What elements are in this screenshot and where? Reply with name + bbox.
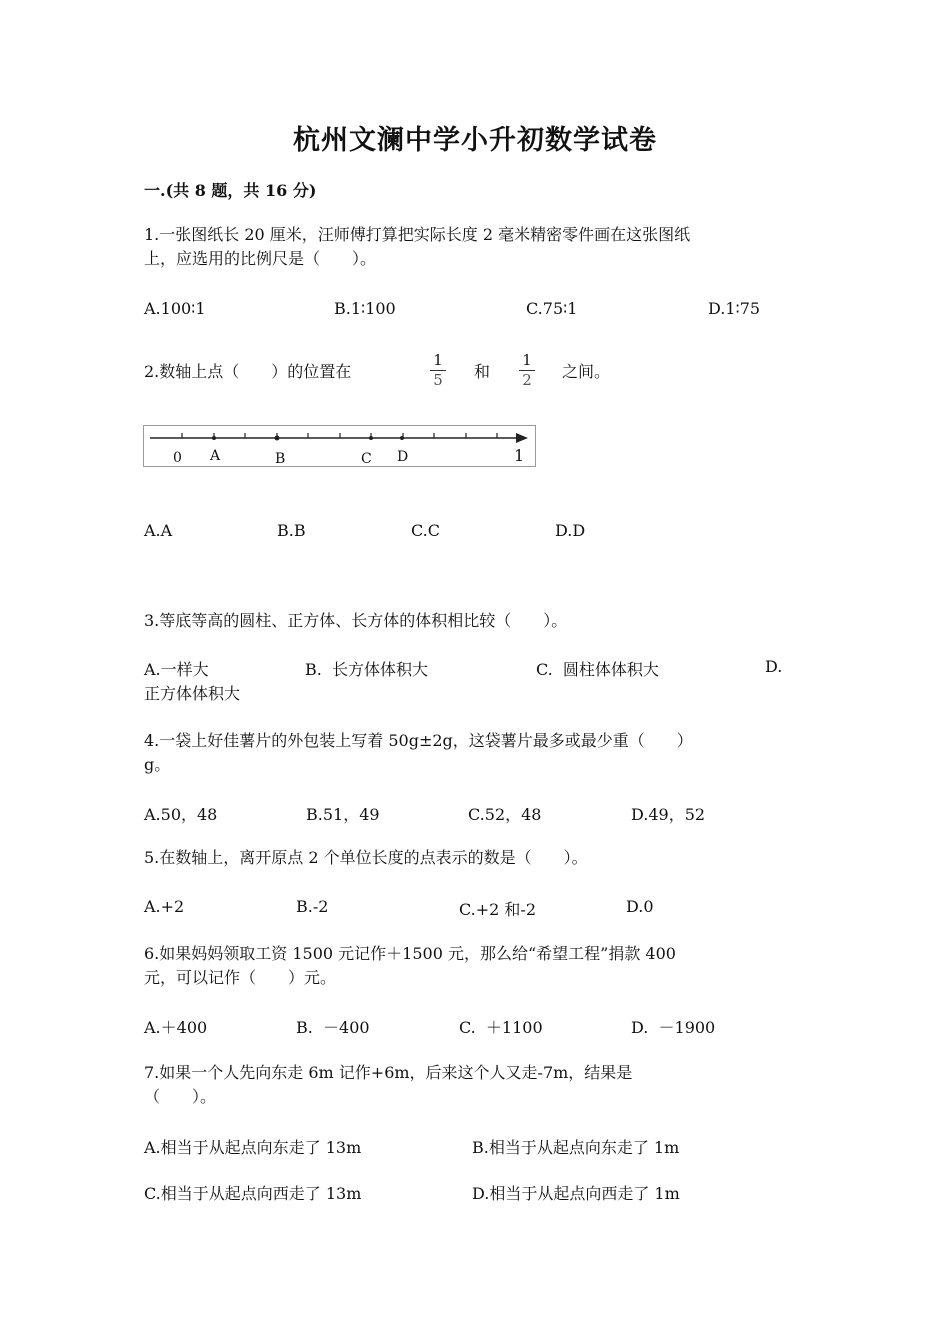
- question-1-line-1: 1.一张图纸长 20 厘米，汪师傅打算把实际长度 2 毫米精密零件画在这张图纸: [144, 225, 691, 244]
- question-6-option-c: C. ＋1100: [459, 1018, 543, 1037]
- question-7-option-d: D.相当于从起点向西走了 1m: [472, 1184, 680, 1203]
- question-2-option-b: B.B: [277, 521, 306, 540]
- question-2-option-a: A.A: [144, 521, 173, 540]
- question-5-option-c: C.+2 和-2: [459, 900, 537, 919]
- point-a-dot: [212, 436, 216, 440]
- question-3-option-c: C. 圆柱体体积大: [536, 660, 659, 679]
- question-4-line-1: 4.一袋上好佳薯片的外包装上写着 50g±2g，这袋薯片最多或最少重（ ）: [144, 731, 693, 750]
- question-2-middle: 和: [474, 362, 491, 381]
- question-1-option-b: B.1∶100: [334, 299, 396, 318]
- fraction-one-fifth: [428, 352, 448, 389]
- question-4-option-a: A.50，48: [144, 805, 218, 824]
- number-line-svg: [144, 426, 537, 468]
- question-2-suffix: 之间。: [562, 362, 611, 381]
- point-b-dot: [275, 436, 280, 441]
- question-5-line-1: 5.在数轴上，离开原点 2 个单位长度的点表示的数是（ ）。: [144, 848, 588, 867]
- question-6-option-d: D. －1900: [631, 1018, 716, 1037]
- section-header: 一.(共 8 题，共 16 分): [144, 181, 317, 200]
- fraction-one-half-numerator: 1: [522, 351, 532, 369]
- question-2-prefix: 2.数轴上点（ ）的位置在: [144, 362, 352, 381]
- question-7-line-1: 7.如果一个人先向东走 6m 记作+6m，后来这个人又走-7m，结果是: [144, 1063, 633, 1082]
- number-line-figure: [143, 425, 536, 467]
- label-d: D: [397, 449, 409, 465]
- number-line-arrow: [516, 433, 528, 443]
- question-1-option-a: A.100∶1: [144, 299, 206, 318]
- label-zero: 0: [173, 450, 182, 466]
- fraction-one-half-denominator: 2: [522, 371, 532, 389]
- question-1-option-d: D.1∶75: [708, 299, 761, 318]
- page-title: 杭州文澜中学小升初数学试卷: [293, 125, 657, 156]
- question-3-line-1: 3.等底等高的圆柱、正方体、长方体的体积相比较（ ）。: [144, 611, 568, 630]
- fraction-one-fifth-numerator: 1: [433, 351, 443, 369]
- question-7-option-a: A.相当于从起点向东走了 13m: [144, 1138, 362, 1157]
- question-6-option-b: B. －400: [296, 1018, 370, 1037]
- question-3-option-b: B. 长方体体积大: [305, 660, 429, 679]
- question-6-option-a: A.＋400: [144, 1018, 208, 1037]
- question-4-option-d: D.49，52: [631, 805, 706, 824]
- question-5-option-b: B.-2: [296, 897, 329, 916]
- label-b: B: [275, 451, 286, 467]
- question-7-option-b: B.相当于从起点向东走了 1m: [472, 1138, 680, 1157]
- question-7-option-c: C.相当于从起点向西走了 13m: [144, 1184, 362, 1203]
- label-one: 1: [514, 446, 525, 465]
- question-4-option-b: B.51，49: [306, 805, 380, 824]
- question-3-option-d-continued: 正方体体积大: [144, 684, 241, 703]
- label-c: C: [361, 451, 372, 467]
- question-5-option-d: D.0: [626, 897, 654, 916]
- question-5-option-a: A.+2: [144, 897, 185, 916]
- question-1-option-c: C.75∶1: [526, 299, 578, 318]
- point-d-dot: [400, 436, 404, 440]
- question-2-option-c: C.C: [411, 521, 440, 540]
- question-4-option-c: C.52，48: [468, 805, 542, 824]
- question-4-line-2: g。: [144, 755, 171, 774]
- fraction-one-half: [517, 352, 537, 389]
- question-6-line-1: 6.如果妈妈领取工资 1500 元记作＋1500 元，那么给“希望工程”捐款 400: [144, 944, 676, 963]
- question-1-line-2: 上，应选用的比例尺是（ ）。: [144, 249, 377, 268]
- label-a: A: [210, 448, 221, 464]
- question-7-line-2: （ ）。: [144, 1087, 217, 1106]
- question-3-option-d: D.: [765, 657, 783, 676]
- question-6-line-2: 元，可以记作（ ）元。: [144, 968, 337, 987]
- fraction-one-fifth-denominator: 5: [433, 371, 443, 389]
- question-3-option-a: A.一样大: [144, 660, 209, 679]
- question-2-option-d: D.D: [555, 521, 586, 540]
- point-c-dot: [369, 436, 373, 440]
